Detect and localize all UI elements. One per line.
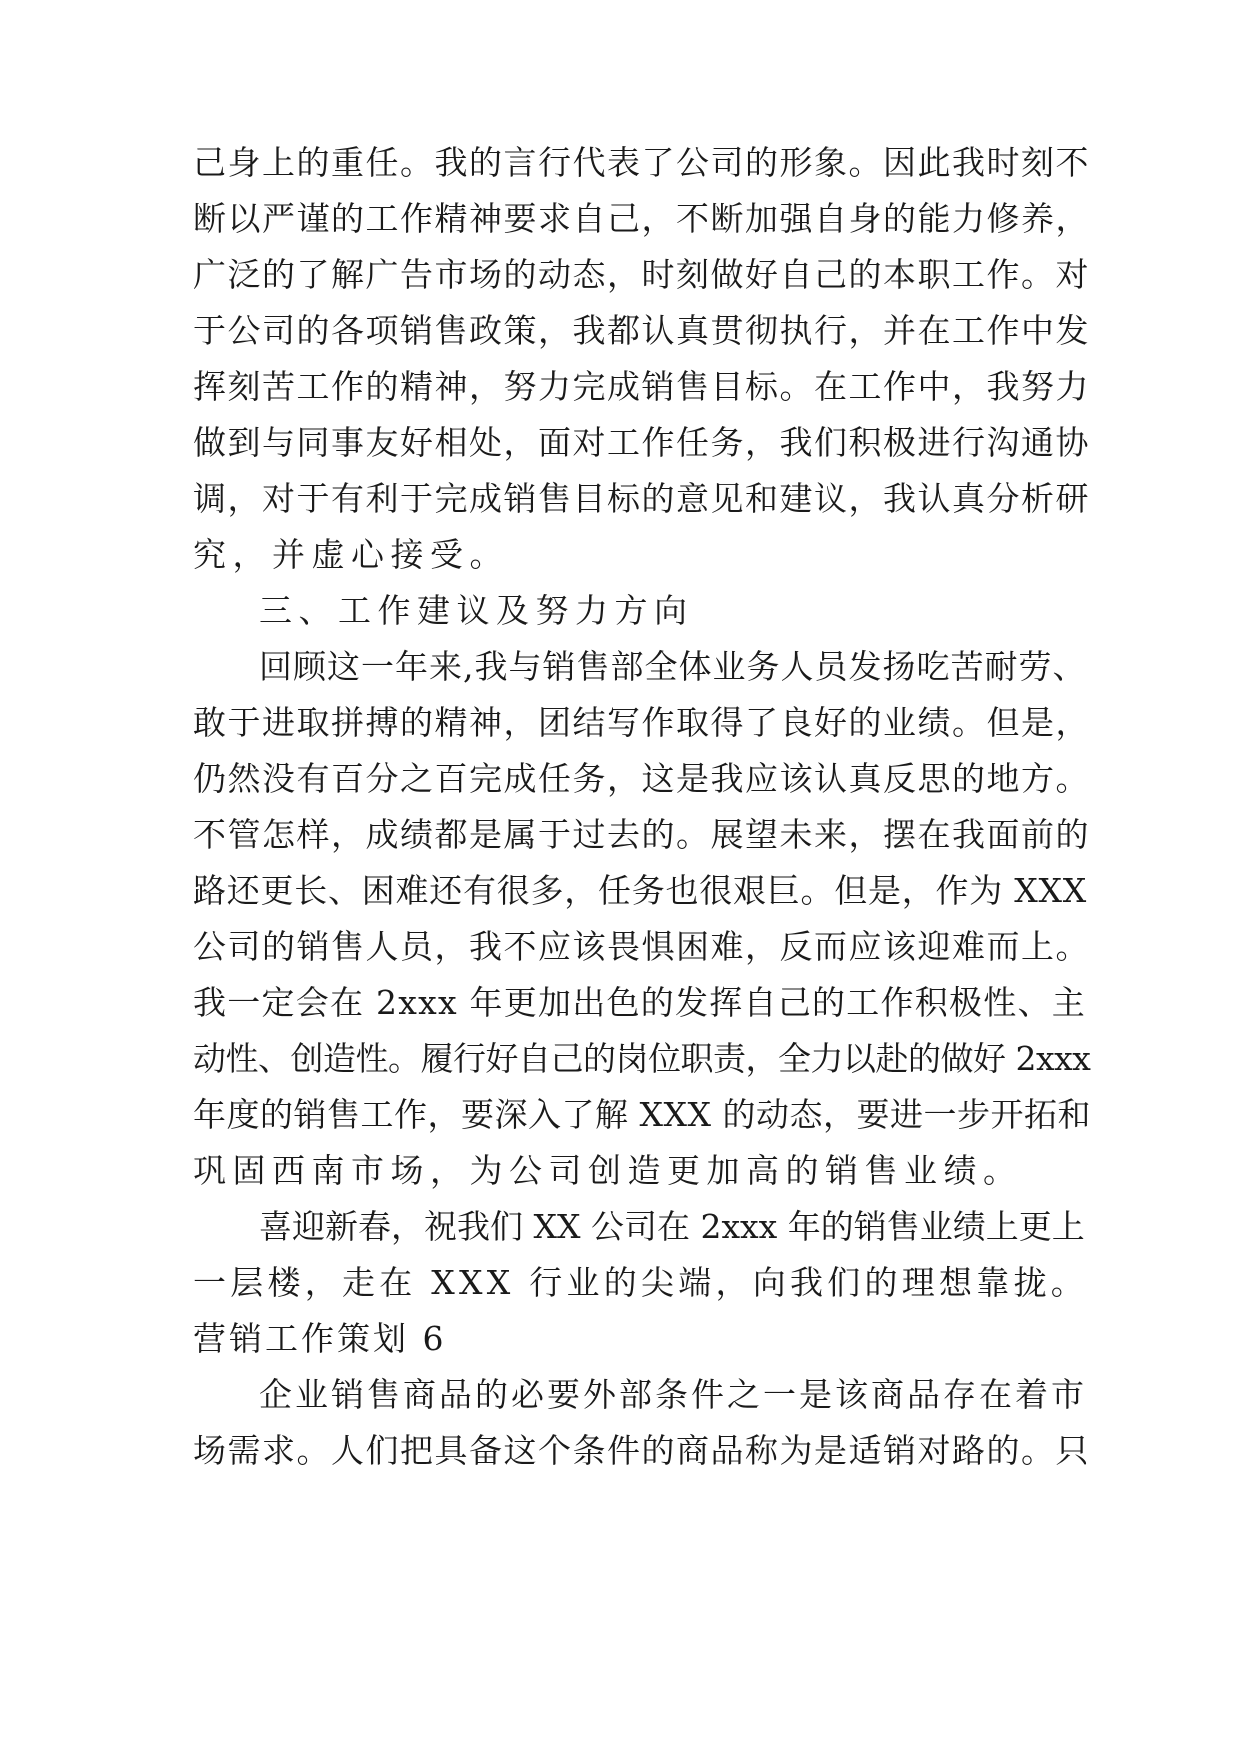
paragraph-line-13: 不管怎样，成绩都是属于过去的。展望未来，摆在我面前的	[193, 815, 1090, 854]
paragraph-line-3: 广泛的了解广告市场的动态，时刻做好自己的本职工作。对	[193, 255, 1090, 294]
paragraph-line-8: 究，并虚心接受。	[193, 535, 509, 574]
paragraph-line-6: 做到与同事友好相处，面对工作任务，我们积极进行沟通协	[193, 423, 1090, 462]
paragraph-line-23: 企业销售商品的必要外部条件之一是该商品存在着市	[259, 1375, 1087, 1414]
paragraph-line-7: 调，对于有利于完成销售目标的意见和建议，我认真分析研	[193, 479, 1090, 518]
paragraph-line-18: 年度的销售工作，要深入了解 XXX 的动态，要进一步开拓和	[193, 1095, 1091, 1134]
paragraph-line-11: 敢于进取拼搏的精神，团结写作取得了良好的业绩。但是，	[193, 703, 1090, 742]
section-title: 营销工作策划 6	[193, 1319, 447, 1358]
paragraph-line-21: 一层楼，走在 XXX 行业的尖端，向我们的理想靠拢。	[193, 1263, 1088, 1302]
paragraph-line-4: 于公司的各项销售政策，我都认真贯彻执行，并在工作中发	[193, 311, 1090, 350]
paragraph-line-1: 己身上的重任。我的言行代表了公司的形象。因此我时刻不	[193, 143, 1090, 182]
paragraph-line-20: 喜迎新春，祝我们 XX 公司在 2xxx 年的销售业绩上更上	[259, 1207, 1085, 1246]
section-heading: 三、工作建议及努力方向	[259, 591, 694, 630]
paragraph-line-15: 公司的销售人员，我不应该畏惧困难，反而应该迎难而上。	[193, 927, 1090, 966]
paragraph-line-2: 断以严谨的工作精神要求自己，不断加强自身的能力修养，	[193, 199, 1090, 238]
paragraph-line-17: 动性、创造性。履行好自己的岗位职责，全力以赴的做好 2xxx	[193, 1039, 1091, 1078]
paragraph-line-12: 仍然没有百分之百完成任务，这是我应该认真反思的地方。	[193, 759, 1090, 798]
paragraph-line-19: 巩固西南市场，为公司创造更加高的销售业绩。	[193, 1151, 1023, 1190]
paragraph-line-24: 场需求。人们把具备这个条件的商品称为是适销对路的。只	[193, 1431, 1090, 1470]
paragraph-line-5: 挥刻苦工作的精神，努力完成销售目标。在工作中，我努力	[193, 367, 1090, 406]
paragraph-line-10: 回顾这一年来,我与销售部全体业务人员发扬吃苦耐劳、	[259, 647, 1087, 686]
paragraph-line-14: 路还更长、困难还有很多，任务也很艰巨。但是，作为 XXX	[193, 871, 1087, 910]
paragraph-line-16: 我一定会在 2xxx 年更加出色的发挥自己的工作积极性、主	[193, 983, 1087, 1022]
